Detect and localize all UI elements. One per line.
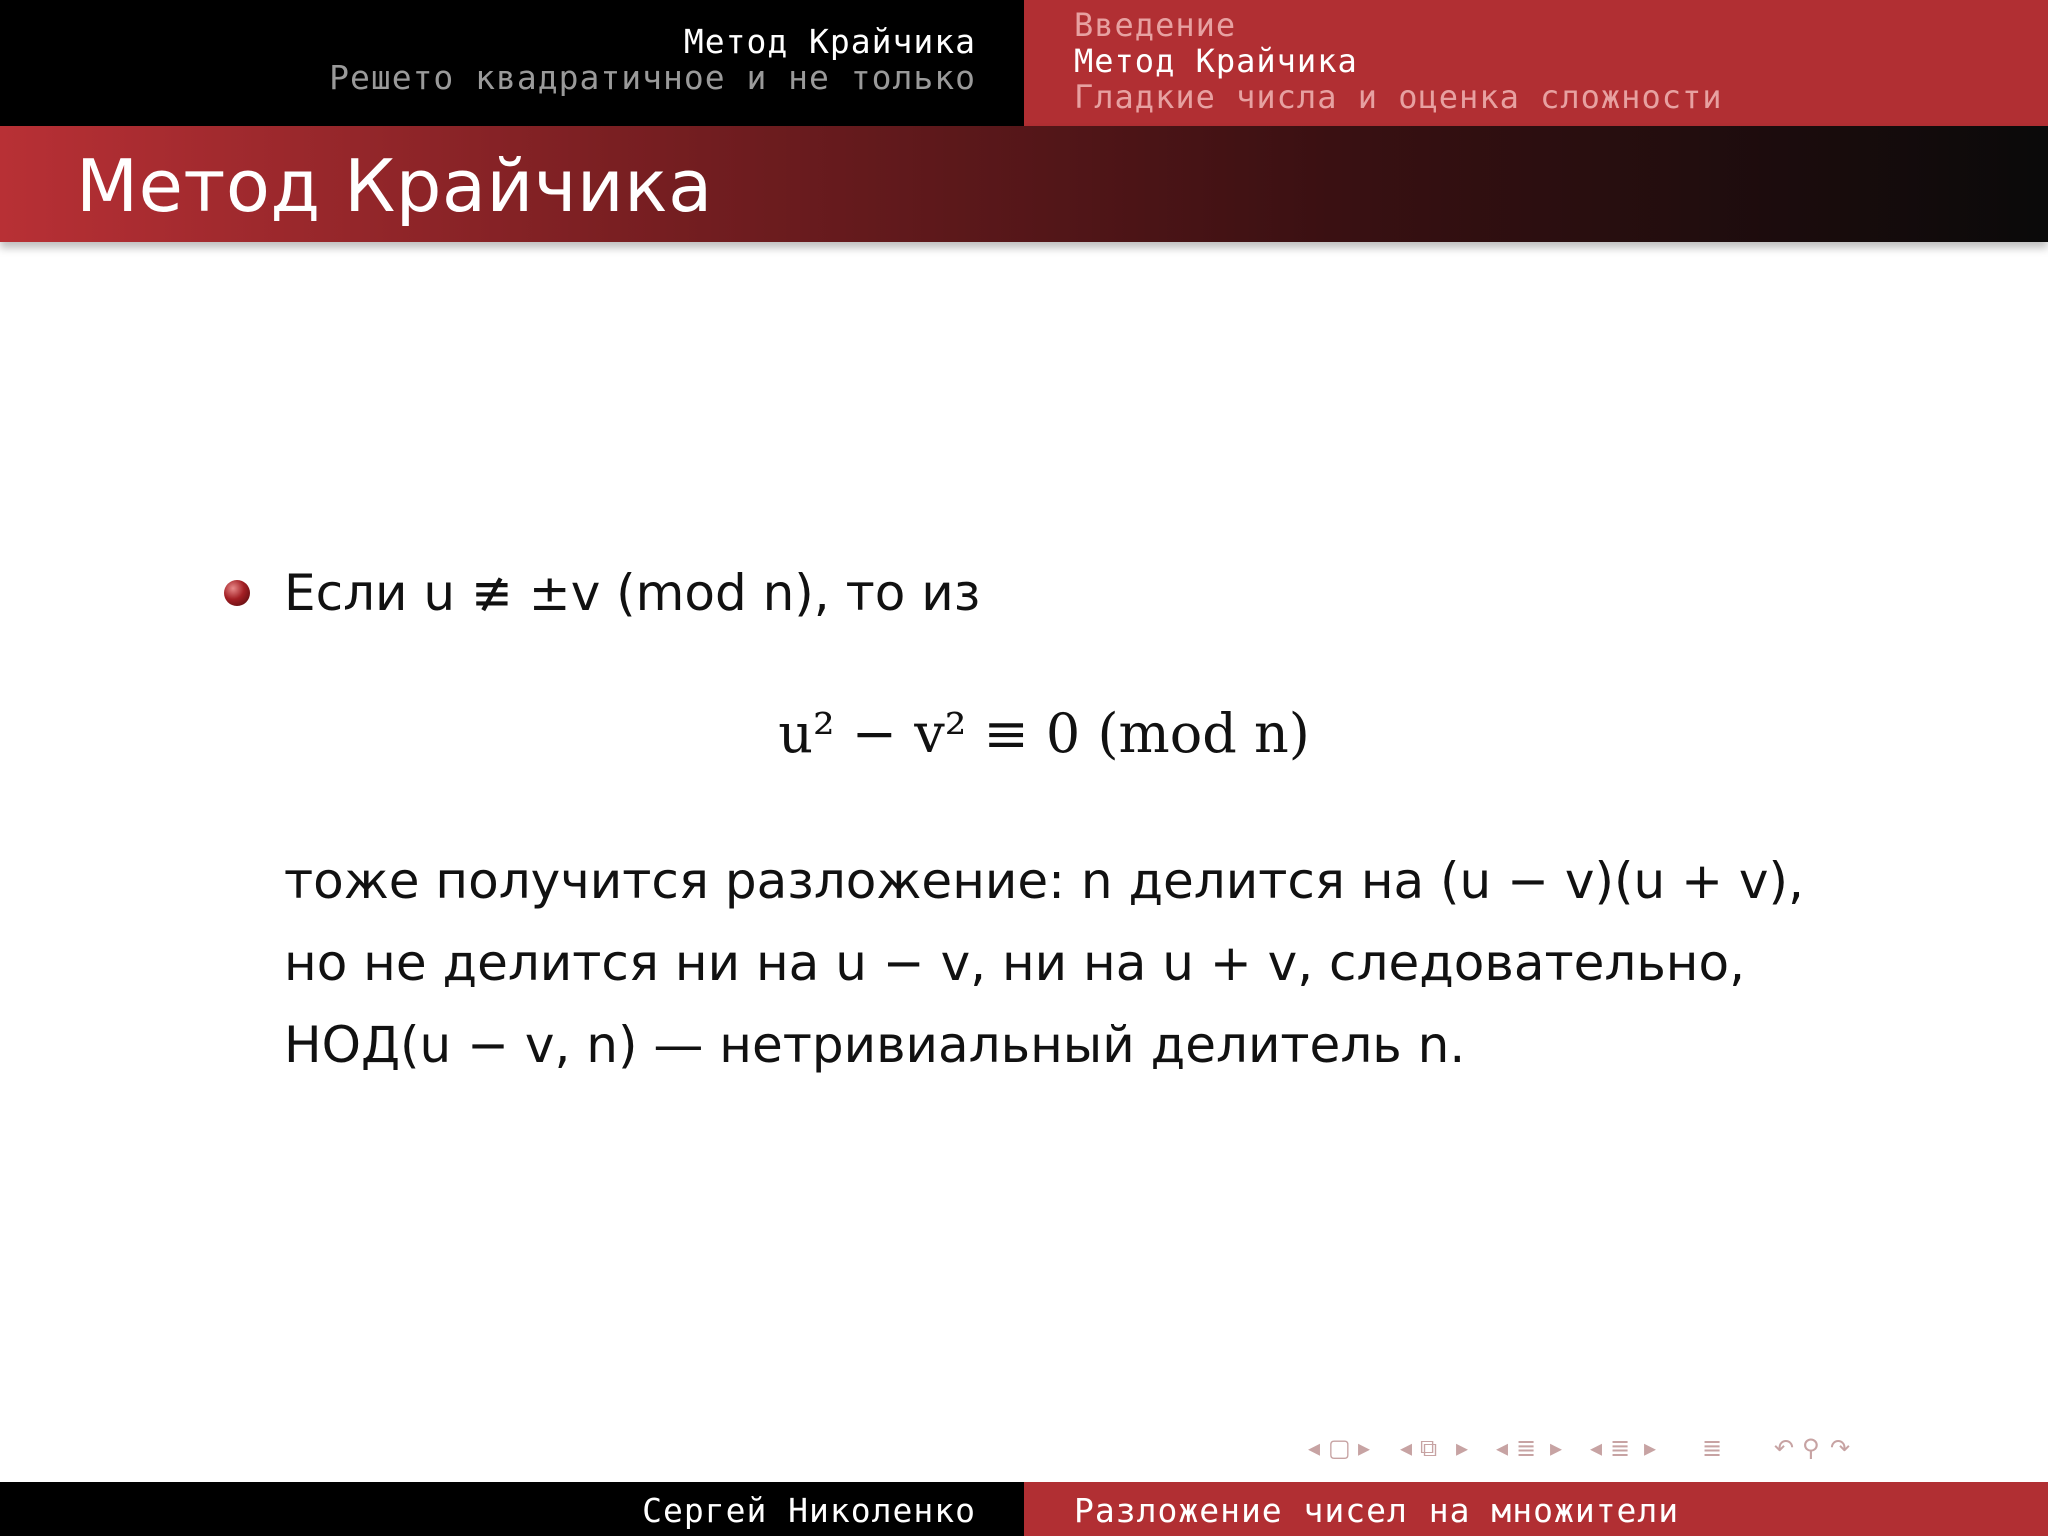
forward-icon[interactable]: ↷ xyxy=(1830,1434,1851,1462)
footer-talk-title: Разложение чисел на множители xyxy=(1074,1491,1680,1530)
prev-section-icon[interactable]: ◂ xyxy=(1590,1434,1603,1462)
bullet-text-line-3: но не делится ни на u − v, ни на u + v, следовательно, xyxy=(284,934,1745,992)
next-frame-icon[interactable]: ▸ xyxy=(1358,1434,1371,1462)
header-subtitle: Решето квадратичное и не только xyxy=(329,58,976,97)
frame-title: Метод Крайчика xyxy=(76,144,713,228)
display-formula: u² − v² ≡ 0 (mod n) xyxy=(778,702,1310,765)
prev-slide-icon[interactable]: ◂ xyxy=(1400,1434,1413,1462)
subsection-icon[interactable]: ≣ xyxy=(1516,1434,1537,1462)
prev-frame-icon[interactable]: ◂ xyxy=(1308,1434,1321,1462)
next-slide-icon[interactable]: ▸ xyxy=(1456,1434,1469,1462)
footer-author: Сергей Николенко xyxy=(642,1491,976,1530)
next-subsection-icon[interactable]: ▸ xyxy=(1550,1434,1563,1462)
prev-subsection-icon[interactable]: ◂ xyxy=(1496,1434,1509,1462)
search-icon[interactable]: ⚲ xyxy=(1802,1434,1820,1462)
header-section-nav xyxy=(1024,0,2048,126)
slide-icon[interactable]: ⧉ xyxy=(1420,1434,1438,1462)
slide-content xyxy=(0,242,2048,1482)
section-icon[interactable]: ≣ xyxy=(1610,1434,1631,1462)
next-section-icon[interactable]: ▸ xyxy=(1644,1434,1657,1462)
footer-right xyxy=(1024,1482,2048,1536)
footer-left xyxy=(0,1482,1024,1536)
bullet-icon xyxy=(224,580,250,606)
frame-icon[interactable]: ▢ xyxy=(1328,1434,1351,1462)
header-left xyxy=(0,0,1024,126)
back-icon[interactable]: ↶ xyxy=(1774,1434,1795,1462)
toc-icon[interactable]: ≣ xyxy=(1702,1434,1723,1462)
bullet-text-line-4: НОД(u − v, n) — нетривиальный делитель n. xyxy=(284,1016,1466,1074)
bullet-text-line-1: Если u ≢ ±v (mod n), то из xyxy=(284,564,981,622)
header-current-section[interactable]: Метод Крайчика xyxy=(683,22,976,61)
section-link-intro[interactable]: Введение xyxy=(1074,6,1237,44)
bullet-text-line-2: тоже получится разложение: n делится на (u − v)(u + v), xyxy=(284,852,1804,910)
navigation-symbols xyxy=(1300,1434,2040,1470)
section-link-smooth-numbers[interactable]: Гладкие числа и оценка сложности xyxy=(1074,78,1723,116)
section-link-kraitchik[interactable]: Метод Крайчика xyxy=(1074,42,1358,80)
frame-title-bar xyxy=(0,126,2048,242)
